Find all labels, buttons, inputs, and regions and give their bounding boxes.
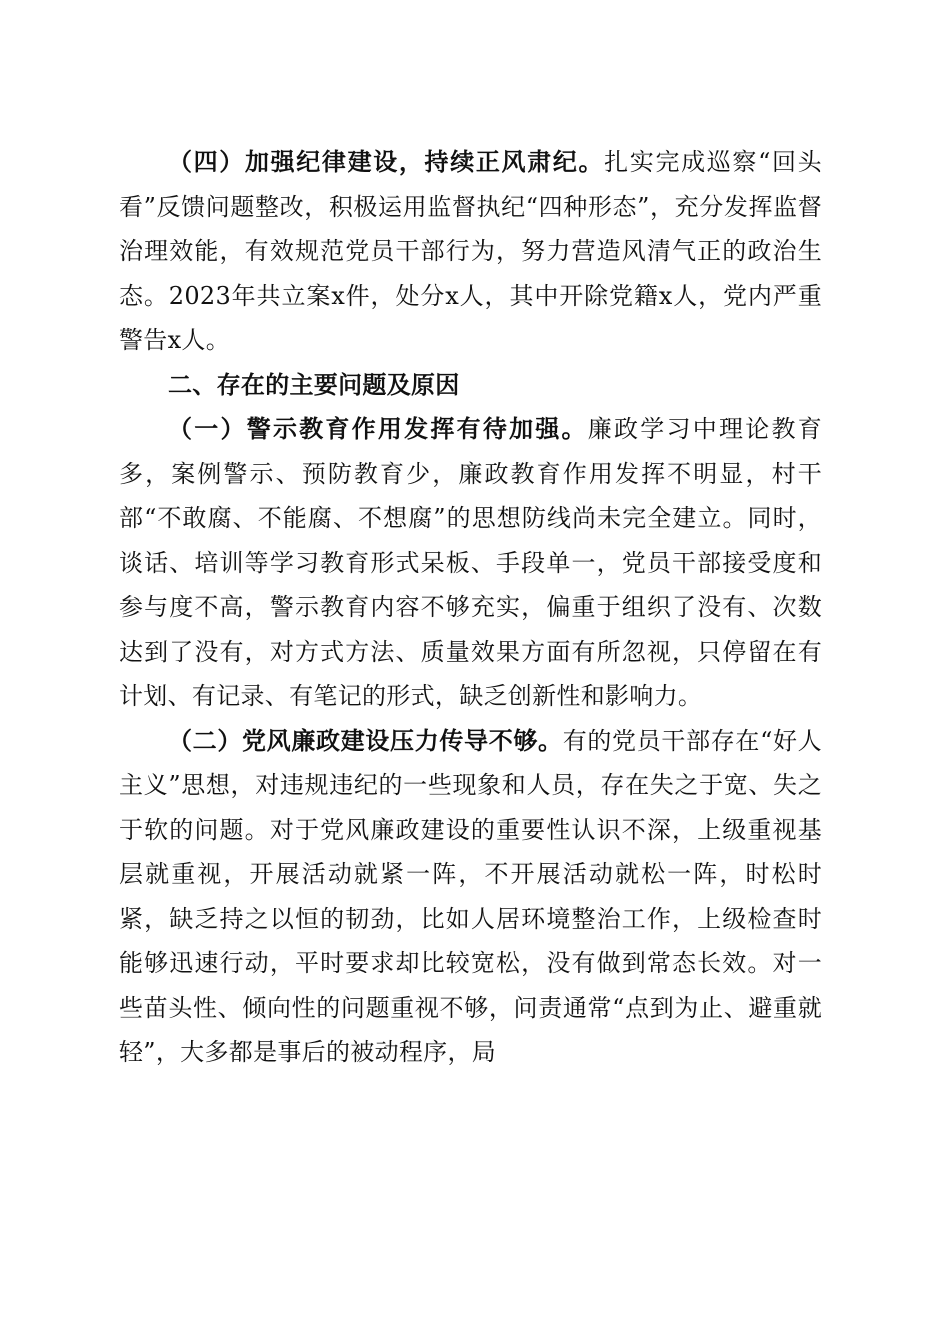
paragraph-warning-education [119,407,822,719]
paragraph-lead: （一）警示教育作用发挥有待加强。 [168,415,588,443]
paragraph-text: 有的党员干部存在“好人主义”思想，对违规违纪的一些现象和人员，存在失之于宽、失之于软的问题。对于党风廉政建设的重要性认识不深，上级重视基层就重视，开展活动就紧一阵，不开展活动就松一阵，时松时紧，缺乏持之以恒的韧劲，比如人居环境整治工作，上级检查时能够迅速行动，平时要求却比较宽松，没有做到常态长效。对一些苗头性、倾向性的问题重视不够，问责通常“点到为止、避重就轻”，大多都是事后的被动程序，局 [119,726,822,1066]
document-body [119,140,822,1075]
paragraph-lead: （四）加强纪律建设，持续正风肃纪。 [168,148,605,176]
paragraph-text: 扎实完成巡察“回头看”反馈问题整改，积极运用监督执纪“四种形态”，充分发挥监督治理效能，有效规范党员干部行为，努力营造风清气正的政治生态。2023年共立案x件，处分x人，其中开除党籍x人，党内严重警告x人。 [119,148,822,354]
paragraph-text: 廉政学习中理论教育多，案例警示、预防教育少，廉政教育作用发挥不明显，村干部“不敢腐、不能腐、不想腐”的思想防线尚未完全建立。同时，谈话、培训等学习教育形式呆板、手段单一，党员干部接受度和参与度不高，警示教育内容不够充实，偏重于组织了没有、次数达到了没有，对方式方法、质量效果方面有所忽视，只停留在有计划、有记录、有笔记的形式，缺乏创新性和影响力。 [119,415,822,710]
section-heading: 二、存在的主要问题及原因 [168,370,460,399]
paragraph-pressure-transmission [119,719,822,1075]
paragraph-discipline-building [119,140,822,363]
paragraph-lead: （二）党风廉政建设压力传导不够。 [168,726,563,755]
